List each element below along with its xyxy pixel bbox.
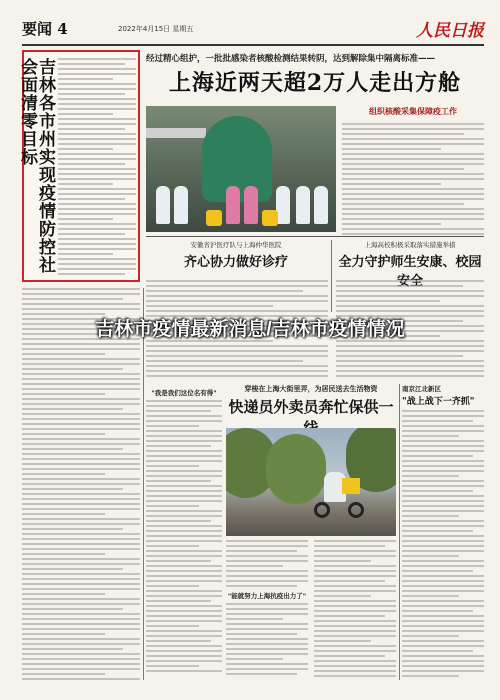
courier-photo xyxy=(226,428,396,536)
left-lower-body xyxy=(22,288,140,680)
left-feature-body xyxy=(58,58,136,276)
mid-right-title: 全力守护师生安康、校园 xyxy=(338,255,482,270)
mid-left-title: 齐心协力做好诊疗 xyxy=(183,255,288,270)
mid-left-article-head xyxy=(146,240,326,270)
lower-body-b xyxy=(314,540,396,680)
lower-headline: 快递员外卖员奔忙保供一 xyxy=(228,398,394,416)
issue-date: 2022年4月15日 星期五 xyxy=(118,25,194,33)
left-feature-title: 吉林各市州实现疫情防控社会面清零目标 xyxy=(17,58,55,274)
mid-left-kicker: 安徽省沪医疗队与上海仲华医院 xyxy=(190,241,282,249)
section-label: 要闻 4 xyxy=(22,20,68,38)
overlay-title: 吉林市疫情最新消息/吉林市疫情情况 xyxy=(95,319,405,340)
main-headline: 上海近两天超2万人走出方舱 xyxy=(168,70,462,96)
side-title: "战上战下一齐抓" xyxy=(402,397,475,407)
sub-article xyxy=(342,106,484,232)
lower-kicker: 穿梭在上海大街里弄，为居民送去生活物资 xyxy=(244,385,378,393)
lower-body-a xyxy=(226,540,308,680)
side-kicker: 南京江北新区 xyxy=(402,385,441,393)
sub-article-head: 组织核酸采集保障疫工作 xyxy=(369,107,457,116)
lead-line: 经过精心组护，一批批感染者核酸检测结果转阴，达到解除集中隔离标准—— xyxy=(146,54,436,64)
ward-photo xyxy=(146,106,336,232)
newspaper-logo: 人民日报 xyxy=(416,21,484,41)
side-body xyxy=(402,410,484,680)
masthead xyxy=(22,16,484,46)
small-head-2: "能就努力上海抗疫出力了" xyxy=(227,592,307,600)
second-column-body xyxy=(146,384,222,680)
left-feature-box xyxy=(17,50,140,282)
mid-right-kicker: 上海高校积极采取落实措施举措 xyxy=(364,241,456,249)
small-head-1: "我是我们这位名有得" xyxy=(151,389,217,397)
